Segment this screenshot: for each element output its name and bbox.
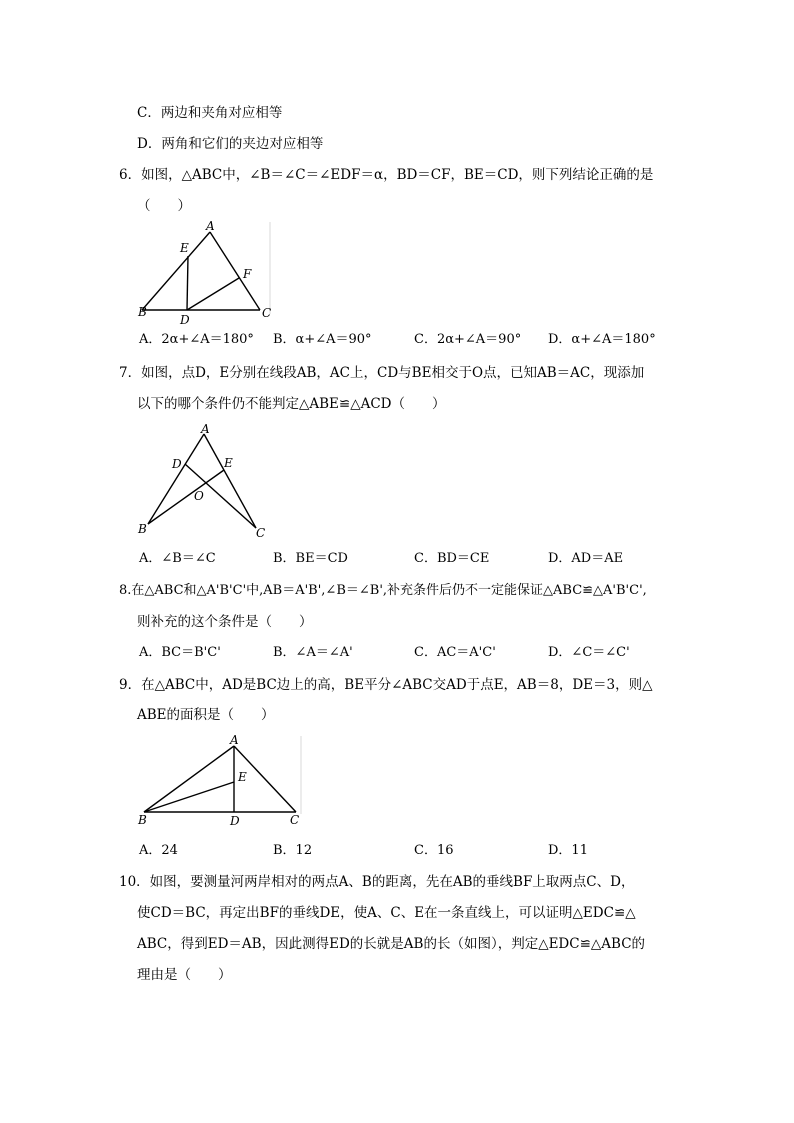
q6-side-ac (210, 232, 260, 310)
q9-label-c: C (290, 813, 300, 827)
q6-side-ab (142, 232, 210, 310)
q9-option-d: D．11 (548, 843, 588, 858)
q6-stem-line2: （ ） (137, 198, 191, 214)
q7-options (139, 550, 699, 568)
q7-option-c: C．BD＝CE (414, 551, 490, 566)
q10-stem-line3: ABC，得到ED＝AB，因此测得ED的长就是AB的长（如图），判定△EDC≌△ABC的 (137, 936, 646, 952)
q9-bisector-be (144, 782, 234, 812)
q8-option-c: C．AC＝A'C' (414, 645, 496, 660)
q6-stem-line1: 6．如图，△ABC中，∠B＝∠C＝∠EDF＝α，BD＝CF，BE＝CD，则下列结论正确的是 (119, 167, 654, 183)
q8-option-b: B．∠A＝∠A' (273, 645, 353, 660)
q7-label-d: D (172, 457, 182, 471)
q7-label-o: O (194, 489, 204, 503)
q8-stem-line2: 则补充的这个条件是（ ） (137, 614, 313, 630)
q6-label-b: B (138, 305, 147, 319)
q10-stem-line1: 10．如图，要测量河两岸相对的两点A、B的距离，先在AB的垂线BF上取两点C、D， (119, 874, 635, 890)
q6-segment-de (187, 256, 188, 310)
q6-option-b: B．α+∠A＝90° (273, 332, 372, 347)
q9-stem-line1: 9．在△ABC中，AD是BC边上的高，BE平分∠ABC交AD于点E，AB＝8，DE＝3，则△ (119, 677, 653, 693)
q6-option-c: C．2α+∠A＝90° (414, 332, 522, 347)
q10-stem-line4: 理由是（ ） (137, 967, 232, 983)
q10-stem-line2: 使CD＝BC，再定出BF的垂线DE，使A、C、E在一条直线上，可以证明△EDC≌△ (137, 905, 636, 921)
q9-stem-line2: ABE的面积是（ ） (137, 707, 275, 723)
q9-label-d: D (230, 814, 240, 828)
q7-option-a: A．∠B＝∠C (139, 551, 216, 566)
q7-label-b: B (138, 522, 147, 536)
q9-option-c: C．16 (414, 843, 454, 858)
q6-segment-df (187, 278, 239, 310)
q9-label-e: E (238, 770, 247, 784)
q5-option-c: C．两边和夹角对应相等 (137, 105, 283, 121)
q7-label-a: A (201, 422, 210, 436)
q6-option-d: D．α+∠A＝180° (548, 332, 656, 347)
q9-option-a: A．24 (139, 843, 178, 858)
q9-side-ab (144, 746, 234, 812)
q6-label-a: A (206, 219, 215, 233)
q7-side-ab (148, 434, 204, 524)
q8-option-a: A．BC＝B'C' (139, 645, 221, 660)
q6-label-d: D (180, 313, 190, 327)
q7-option-d: D．AD＝AE (548, 551, 624, 566)
q7-side-ac (204, 434, 256, 528)
q6-label-e: E (180, 241, 189, 255)
q7-segment-be (148, 470, 224, 524)
q9-option-b: B．12 (273, 843, 313, 858)
q7-stem-line2: 以下的哪个条件仍不能判定△ABE≌△ACD（ ） (137, 396, 446, 412)
q7-stem-line1: 7．如图，点D，E分别在线段AB，AC上，CD与BE相交于O点，已知AB＝AC，现添加 (119, 365, 645, 381)
q8-option-d: D．∠C＝∠C' (548, 645, 630, 660)
q5-option-d: D．两角和它们的夹边对应相等 (137, 136, 324, 152)
q9-figure (132, 730, 307, 830)
q9-label-a: A (230, 733, 239, 747)
q7-label-c: C (256, 526, 266, 540)
q8-stem-line1: 8.在△ABC和△A'B'C'中,AB＝A'B',∠B＝∠B',补充条件后仍不一定能保证△ABC≌△A'B'C', (119, 583, 647, 598)
q6-option-a: A．2α+∠A＝180° (139, 332, 254, 347)
q9-options (139, 842, 699, 860)
q6-options (139, 331, 699, 349)
q9-label-b: B (138, 813, 147, 827)
q7-figure (132, 420, 277, 545)
q8-options (139, 644, 699, 662)
q6-figure (132, 218, 282, 328)
q6-label-c: C (262, 306, 272, 320)
q7-option-b: B．BE＝CD (273, 551, 348, 566)
q6-label-f: F (243, 267, 252, 281)
q7-label-e: E (224, 456, 233, 470)
